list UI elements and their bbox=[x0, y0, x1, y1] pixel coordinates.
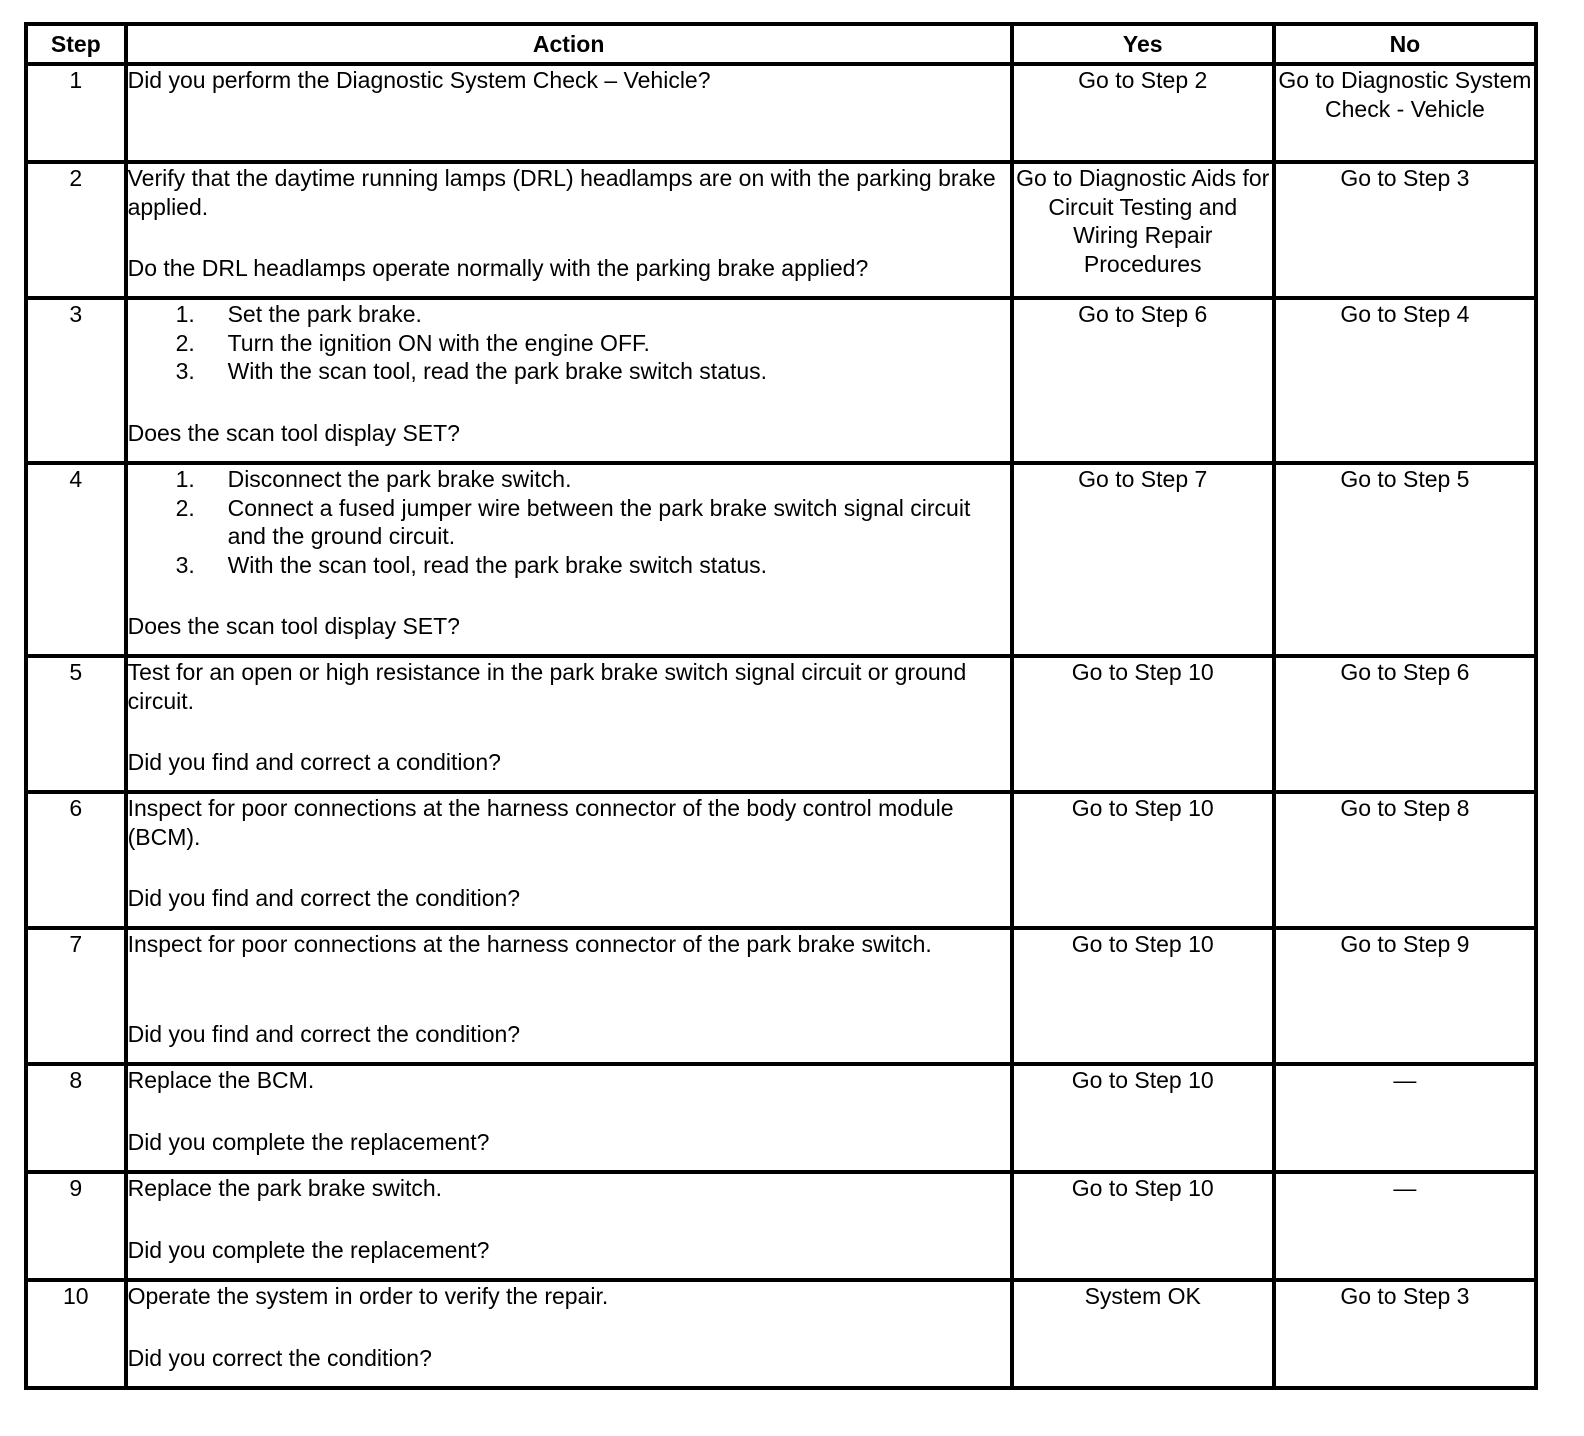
no-cell: — bbox=[1274, 1172, 1536, 1280]
list-item: 2. Connect a fused jumper wire between the park brake switch signal circuit and the ground circuit. bbox=[175, 494, 971, 549]
step-number: 6 bbox=[26, 792, 126, 928]
step-number: 5 bbox=[26, 656, 126, 792]
action-question: Did you find and correct the condition? bbox=[127, 1020, 521, 1047]
yes-cell: Go to Diagnostic Aids for Circuit Testing and Wiring Repair Procedures bbox=[1012, 162, 1274, 298]
action-instruction: Replace the park brake switch. bbox=[127, 1175, 443, 1201]
action-cell bbox=[126, 1172, 1012, 1280]
no-cell: Go to Step 8 bbox=[1274, 792, 1536, 928]
yes-cell: Go to Step 10 bbox=[1012, 656, 1274, 792]
no-cell: Go to Step 5 bbox=[1274, 463, 1536, 656]
action-step-list bbox=[128, 465, 1010, 579]
action-cell bbox=[126, 64, 1012, 162]
table-row bbox=[26, 1064, 1536, 1172]
step-number: 3 bbox=[26, 298, 126, 463]
no-cell: — bbox=[1274, 1064, 1536, 1172]
table-row bbox=[26, 463, 1536, 656]
action-question: Does the scan tool display SET? bbox=[127, 419, 460, 446]
no-cell: Go to Step 6 bbox=[1274, 656, 1536, 792]
action-cell bbox=[126, 928, 1012, 1064]
list-item: 3. With the scan tool, read the park brake switch status. bbox=[175, 551, 768, 578]
action-cell bbox=[126, 656, 1012, 792]
step-number: 8 bbox=[26, 1064, 126, 1172]
yes-cell: Go to Step 10 bbox=[1012, 792, 1274, 928]
action-instruction: Inspect for poor connections at the harness connector of the park brake switch. bbox=[127, 931, 932, 957]
yes-cell: Go to Step 10 bbox=[1012, 928, 1274, 1064]
no-cell: Go to Step 9 bbox=[1274, 928, 1536, 1064]
yes-cell: System OK bbox=[1012, 1280, 1274, 1388]
list-item: 1. Disconnect the park brake switch. bbox=[175, 466, 572, 492]
table-row bbox=[26, 64, 1536, 162]
action-cell bbox=[126, 298, 1012, 463]
action-question: Did you complete the replacement? bbox=[127, 1236, 490, 1263]
header-row bbox=[26, 24, 1536, 64]
table-row bbox=[26, 1280, 1536, 1388]
step-number: 1 bbox=[26, 64, 126, 162]
list-item: 2. Turn the ignition ON with the engine OFF. bbox=[175, 329, 650, 356]
action-instruction: Operate the system in order to verify the repair. bbox=[127, 1283, 609, 1309]
action-cell bbox=[126, 792, 1012, 928]
header-step: Step bbox=[26, 24, 126, 64]
action-step-list bbox=[128, 300, 1010, 386]
yes-cell: Go to Step 10 bbox=[1012, 1064, 1274, 1172]
action-cell bbox=[126, 162, 1012, 298]
no-cell: Go to Step 3 bbox=[1274, 162, 1536, 298]
table-row bbox=[26, 792, 1536, 928]
action-instruction: Test for an open or high resistance in the park brake switch signal circuit or ground circuit. bbox=[127, 659, 967, 714]
action-question: Did you complete the replacement? bbox=[127, 1128, 490, 1155]
diagnostic-table bbox=[24, 22, 1538, 1390]
step-number: 10 bbox=[26, 1280, 126, 1388]
yes-cell: Go to Step 6 bbox=[1012, 298, 1274, 463]
yes-cell: Go to Step 2 bbox=[1012, 64, 1274, 162]
table-row bbox=[26, 1172, 1536, 1280]
step-number: 7 bbox=[26, 928, 126, 1064]
table-row bbox=[26, 298, 1536, 463]
action-question: Did you find and correct the condition? bbox=[127, 884, 521, 911]
action-cell bbox=[126, 1064, 1012, 1172]
action-question: Did you find and correct a condition? bbox=[127, 748, 501, 775]
action-instruction: Did you perform the Diagnostic System Check – Vehicle? bbox=[127, 67, 711, 93]
header-no: No bbox=[1274, 24, 1536, 64]
action-instruction: Inspect for poor connections at the harness connector of the body control module (BCM). bbox=[127, 795, 954, 850]
action-instruction: Replace the BCM. bbox=[127, 1067, 315, 1093]
step-number: 2 bbox=[26, 162, 126, 298]
action-instruction: Verify that the daytime running lamps (DRL) headlamps are on with the parking brake applied. bbox=[127, 165, 996, 220]
list-item: 3. With the scan tool, read the park brake switch status. bbox=[175, 358, 768, 384]
yes-cell: Go to Step 7 bbox=[1012, 463, 1274, 656]
step-number: 9 bbox=[26, 1172, 126, 1280]
yes-cell: Go to Step 10 bbox=[1012, 1172, 1274, 1280]
header-yes: Yes bbox=[1012, 24, 1274, 64]
action-question: Do the DRL headlamps operate normally with the parking brake applied? bbox=[127, 254, 869, 281]
table-row bbox=[26, 162, 1536, 298]
step-number: 4 bbox=[26, 463, 126, 656]
list-item: 1. Set the park brake. bbox=[175, 301, 422, 327]
no-cell: Go to Step 4 bbox=[1274, 298, 1536, 463]
table-row bbox=[26, 928, 1536, 1064]
table-row bbox=[26, 656, 1536, 792]
no-cell: Go to Step 3 bbox=[1274, 1280, 1536, 1388]
action-question: Did you correct the condition? bbox=[127, 1344, 432, 1371]
no-cell: Go to Diagnostic System Check - Vehicle bbox=[1274, 64, 1536, 162]
action-cell bbox=[126, 463, 1012, 656]
action-cell bbox=[126, 1280, 1012, 1388]
action-question: Does the scan tool display SET? bbox=[127, 612, 460, 639]
header-action: Action bbox=[126, 24, 1012, 64]
